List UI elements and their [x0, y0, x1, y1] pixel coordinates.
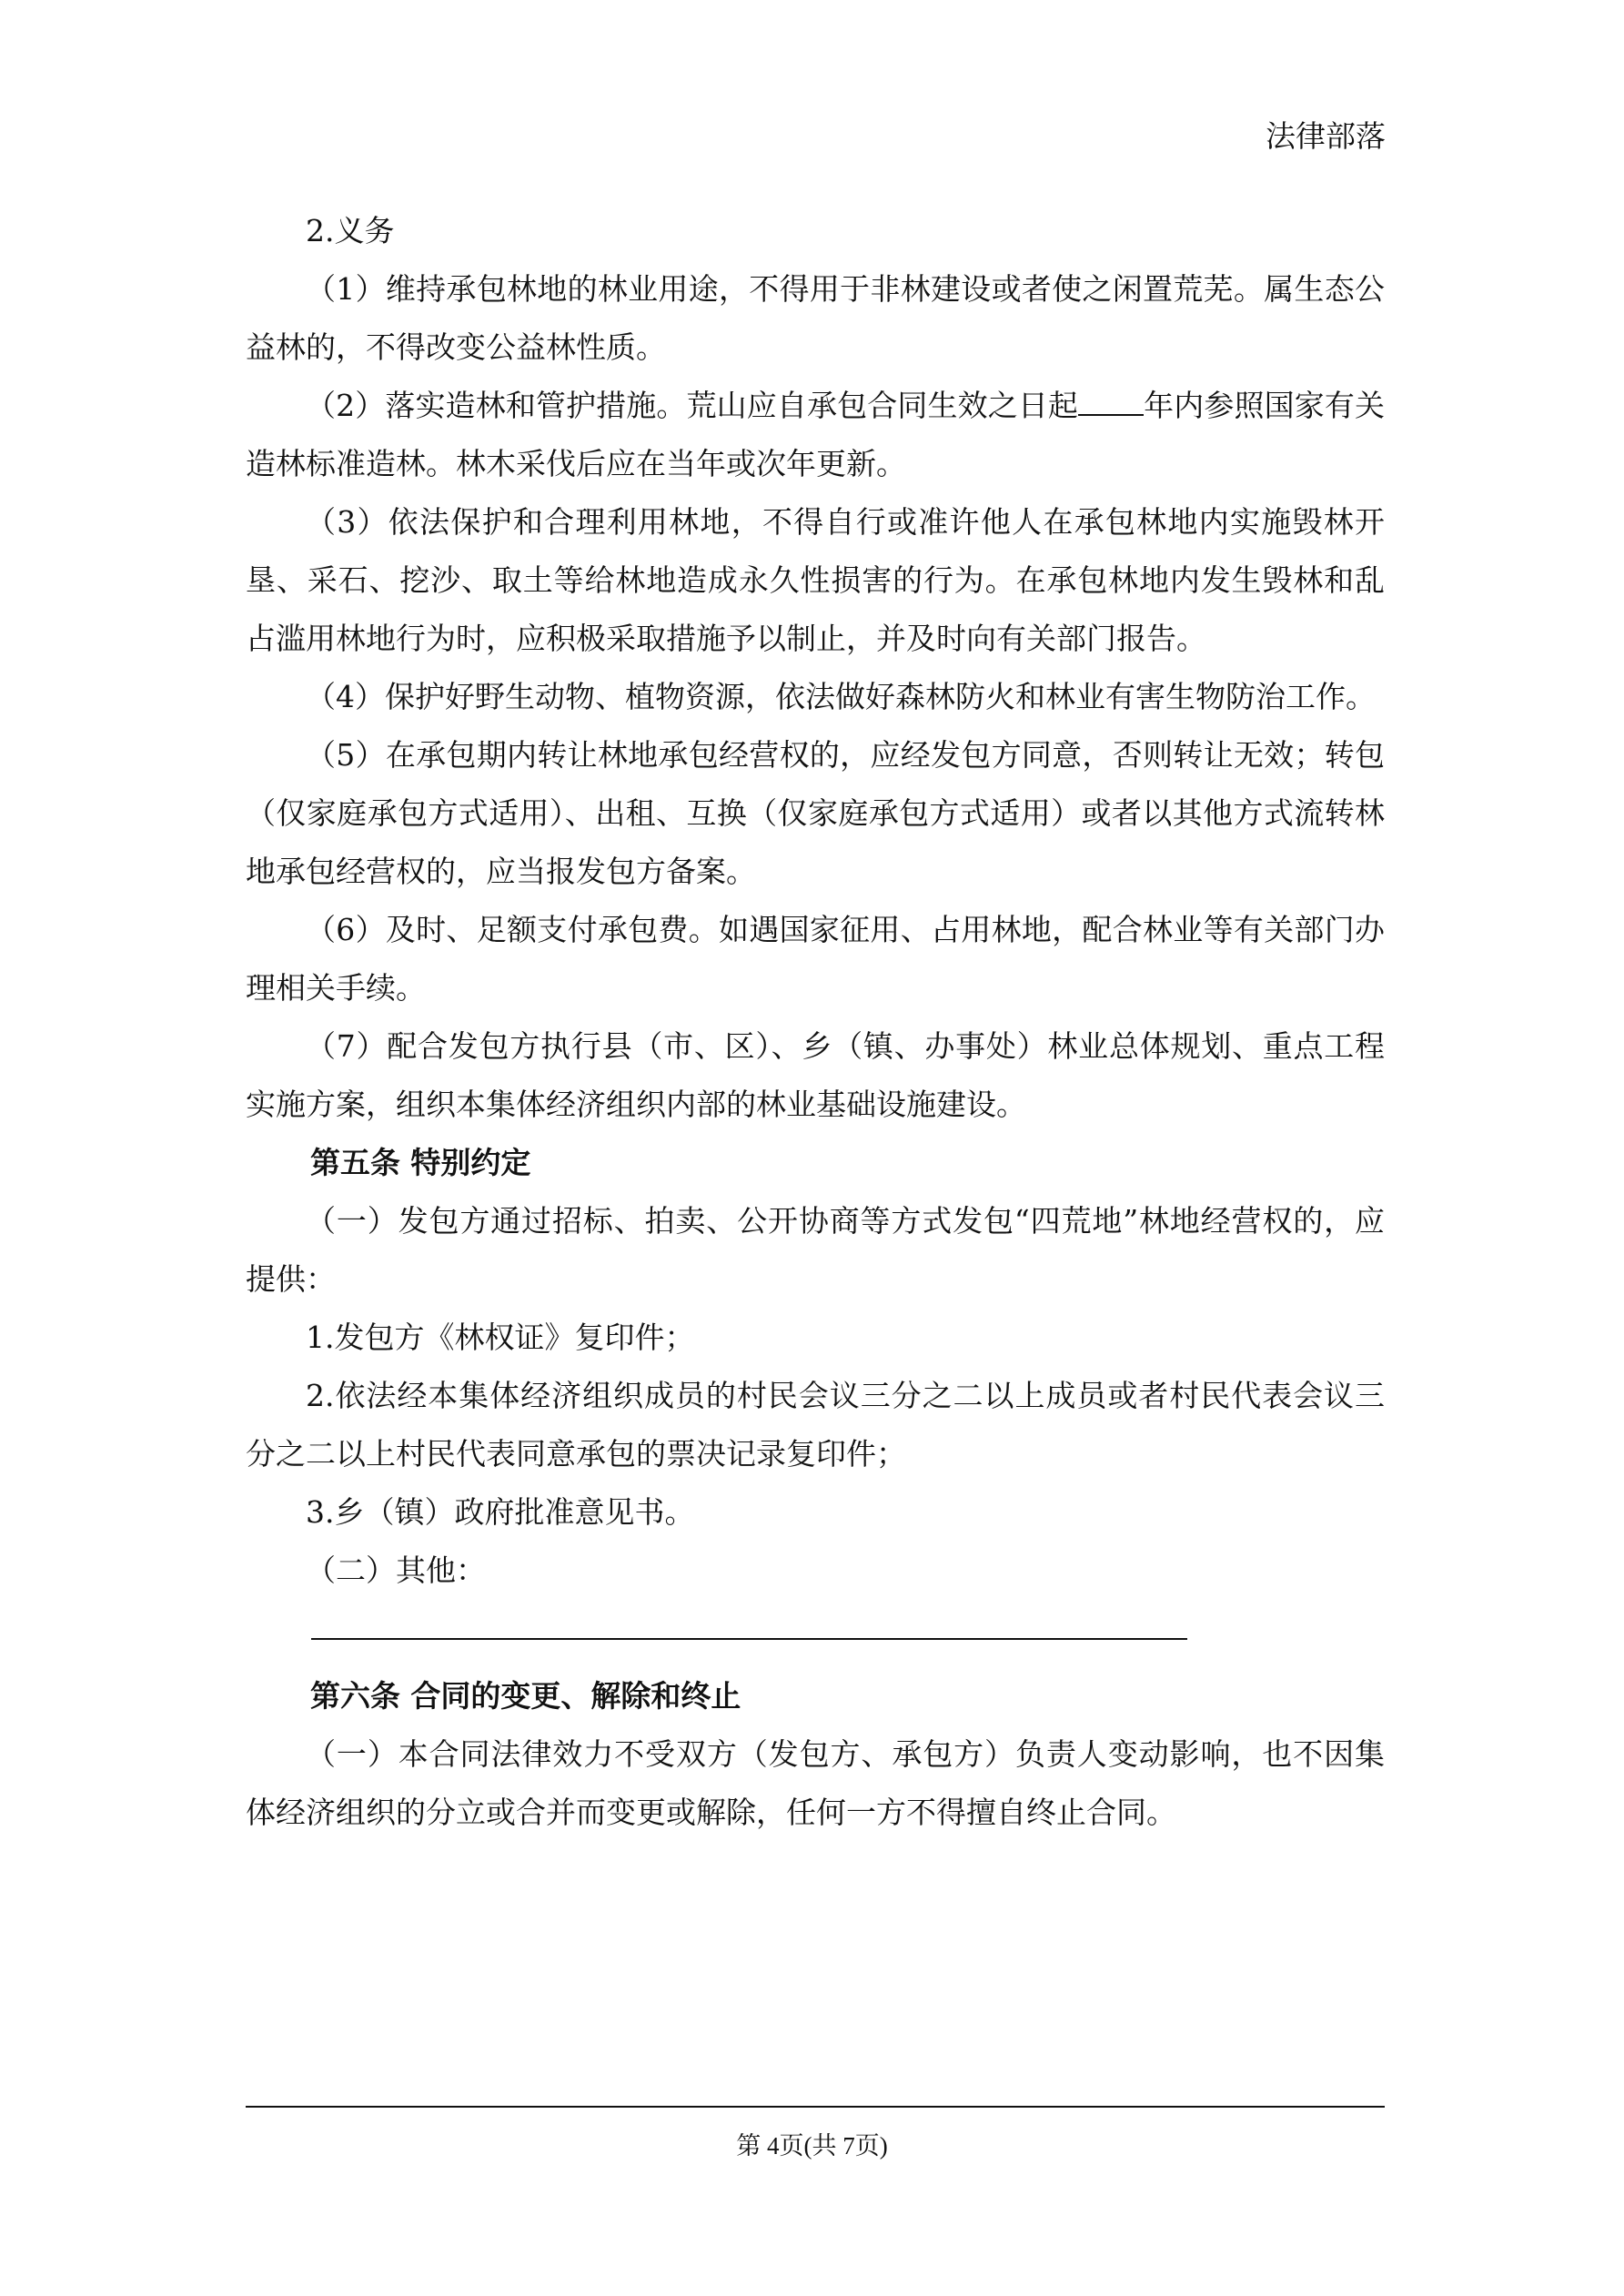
paragraph: （6）及时、足额支付承包费。如遇国家征用、占用林地，配合林业等有关部门办理相关手续。 [246, 912, 1385, 1006]
page-number: 第 4页(共 7页) [736, 2132, 888, 2159]
paragraph: （5）在承包期内转让林地承包经营权的，应经发包方同意，否则转让无效；转包（仅家庭承包方式适用）、出租、互换（仅家庭承包方式适用）或者以其他方式流转林地承包经营权的，应当报发包方备案。 [246, 737, 1385, 889]
paragraph: （3）依法保护和合理利用林地，不得自行或准许他人在承包林地内实施毁林开垦、采石、挖沙、取土等给林地造成永久性损害的行为。在承包林地内发生毁林和乱占滥用林地行为时，应积极采取措施予以制止，并及时向有关部门报告。 [246, 504, 1385, 656]
fill-in-line [311, 1638, 1187, 1640]
section-heading: 第六条 合同的变更、解除和终止 [309, 1678, 741, 1714]
paragraph: （7）配合发包方执行县（市、区）、乡（镇、办事处）林业总体规划、重点工程实施方案，组织本集体经济组织内部的林业基础设施建设。 [246, 1028, 1385, 1122]
fill-in-blank [1078, 414, 1144, 416]
paragraph-text: （2）落实造林和管护措施。荒山应自承包合同生效之日起 [306, 388, 1079, 423]
paragraph [246, 377, 1385, 493]
paragraph: 2.义务 [306, 213, 395, 248]
paragraph: （一）发包方通过招标、拍卖、公开协商等方式发包“四荒地”林地经营权的，应提供： [246, 1203, 1385, 1297]
paragraph: （一）本合同法律效力不受双方（发包方、承包方）负责人变动影响，也不因集体经济组织的分立或合并而变更或解除，任何一方不得擅自终止合同。 [246, 1736, 1385, 1830]
paragraph: 1.发包方《林权证》复印件； [306, 1320, 695, 1355]
section-heading: 第五条 特别约定 [309, 1145, 531, 1180]
paragraph: （二）其他： [306, 1553, 486, 1588]
paragraph: 2.依法经本集体经济组织成员的村民会议三分之二以上成员或者村民代表会议三分之二以上村民代表同意承包的票决记录复印件； [246, 1378, 1385, 1472]
footer-divider [246, 2106, 1385, 2108]
paragraph: （1）维持承包林地的林业用途，不得用于非林建设或者使之闲置荒芜。属生态公益林的，不得改变公益林性质。 [246, 271, 1385, 365]
header-brand: 法律部落 [1266, 118, 1386, 154]
paragraph: 3.乡（镇）政府批准意见书。 [306, 1494, 695, 1530]
document-body [246, 202, 1385, 1842]
paragraph-text: 年内参照国家有关造林标准造林。林木采伐后应在当年或次年更新。 [246, 388, 1386, 481]
paragraph: （4）保护好野生动物、植物资源，依法做好森林防火和林业有害生物防治工作。 [306, 679, 1376, 714]
